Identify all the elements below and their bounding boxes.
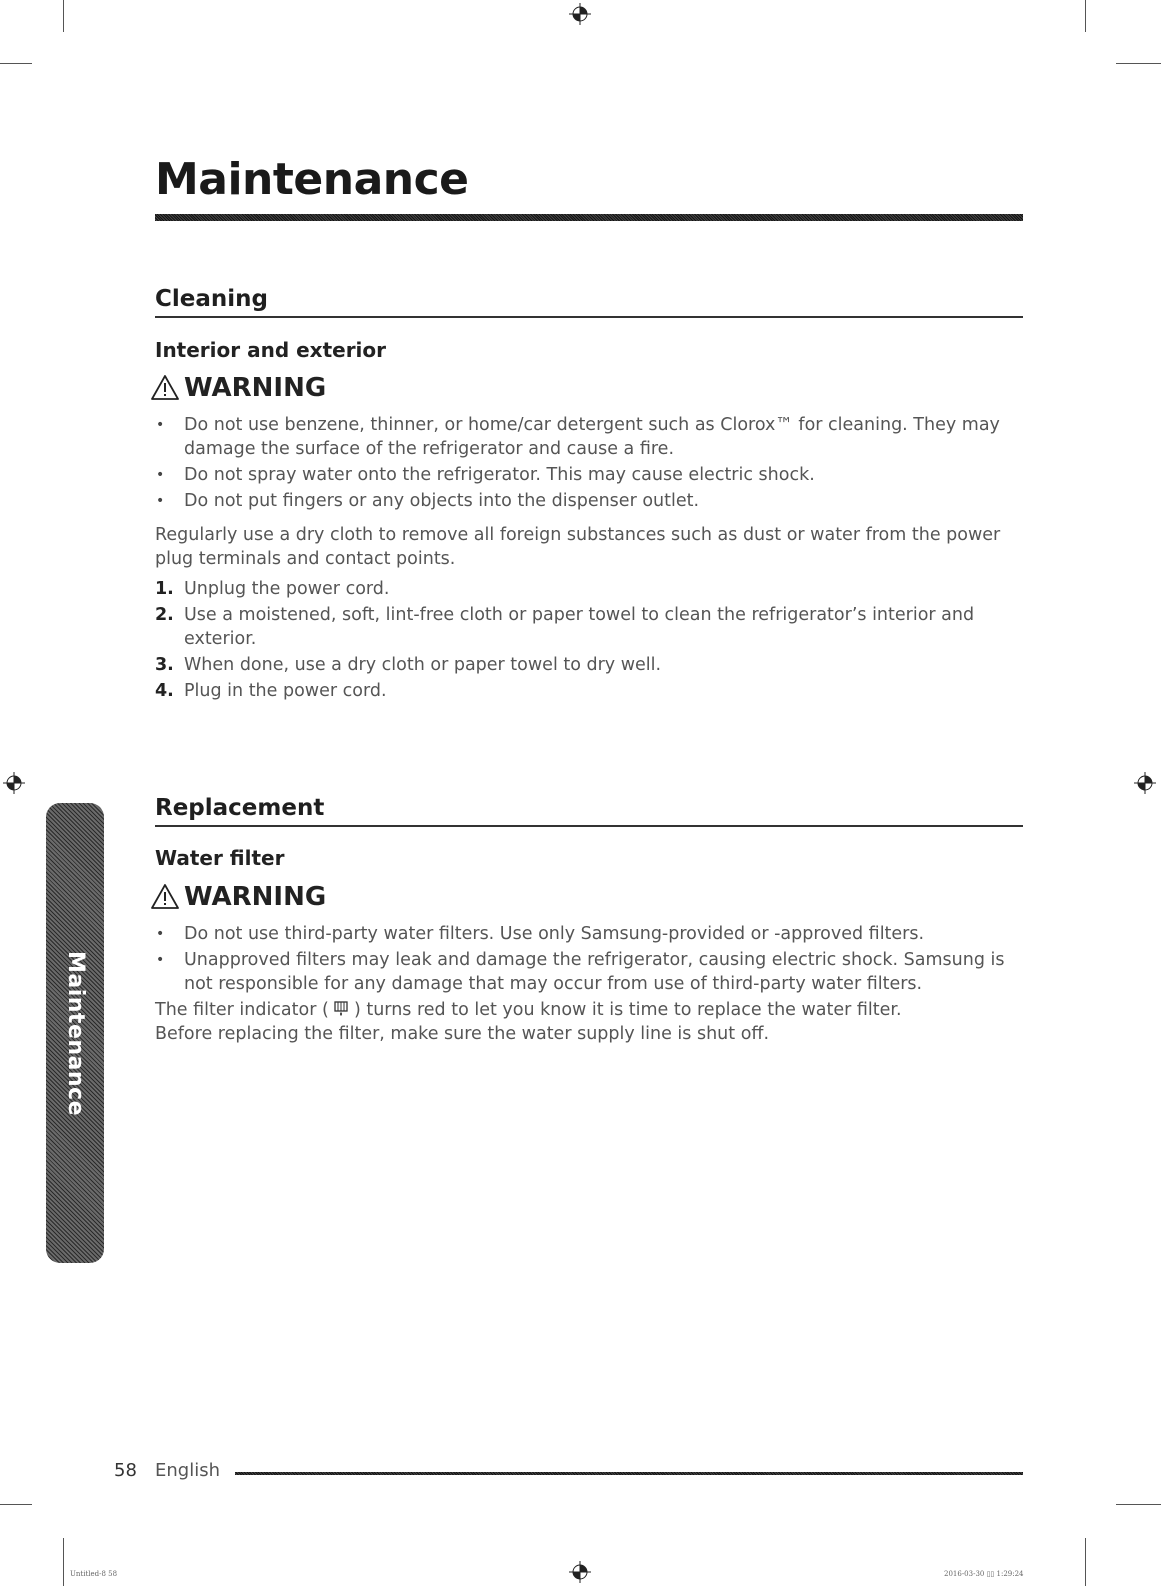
page-number: 58 — [114, 1460, 137, 1481]
crop-mark — [1116, 1504, 1161, 1505]
section-heading-replacement: Replacement — [155, 795, 325, 821]
step-text: Use a moistened, soft, lint-free cloth or paper towel to clean the refrigerator’s interior and exterior. — [184, 605, 975, 649]
registration-mark-icon — [1134, 772, 1156, 794]
replacement-warning-list — [155, 922, 1015, 996]
crop-mark — [63, 0, 64, 32]
step-number: 3. — [155, 655, 174, 675]
warning-heading — [150, 883, 326, 910]
cleaning-steps — [155, 577, 1015, 703]
list-item — [155, 603, 1015, 651]
step-text: Unplug the power cord. — [184, 579, 390, 599]
list-item: • Do not spray water onto the refrigerator. This may cause electric shock. — [155, 463, 1015, 487]
step-number: 2. — [155, 605, 174, 625]
registration-mark-icon — [3, 772, 25, 794]
registration-mark-icon — [569, 1561, 591, 1583]
crop-mark — [1085, 1538, 1086, 1586]
replacement-body — [155, 922, 1015, 1046]
list-item: • Unapproved filters may leak and damage the refrigerator, causing electric shock. Samsung is not responsible for any damage that may occur from use of third-party water filters. — [155, 948, 1015, 996]
warning-triangle-icon — [150, 883, 180, 910]
step-number: 1. — [155, 579, 174, 599]
filter-indicator-text: The filter indicator ( ) turns red to let you know it is time to replace the water filter. — [155, 1000, 902, 1020]
list-item — [155, 577, 1015, 601]
step-number: 4. — [155, 681, 174, 701]
warning-triangle-icon — [150, 374, 180, 401]
crop-mark — [1116, 63, 1161, 64]
page-title: Maintenance — [155, 154, 469, 205]
crop-mark — [0, 63, 32, 64]
subheading-interior-exterior: Interior and exterior — [155, 338, 387, 362]
footer-rule — [235, 1472, 1023, 1475]
shutoff-text: Before replacing the filter, make sure the water supply line is shut off. — [155, 1024, 770, 1044]
crop-mark — [1085, 0, 1086, 32]
section-heading-cleaning: Cleaning — [155, 286, 268, 312]
crop-mark — [63, 1538, 64, 1586]
warning-label: WARNING — [184, 372, 327, 403]
title-rule — [155, 214, 1023, 221]
warning-label: WARNING — [184, 881, 327, 912]
print-info-file: Untitled-8 58 — [70, 1570, 118, 1578]
list-item: • Do not use third-party water filters. Use only Samsung-provided or -approved filters. — [155, 922, 1015, 946]
water-filter-icon — [334, 1001, 348, 1017]
list-item: • Do not use benzene, thinner, or home/car detergent such as Clorox™ for cleaning. They may damage the surface of the refrigerator and cause a fire. — [155, 413, 1015, 461]
list-item — [155, 679, 1015, 703]
subheading-water-filter: Water filter — [155, 846, 285, 870]
registration-mark-icon — [569, 3, 591, 25]
list-item: • Do not put fingers or any objects into the dispenser outlet. — [155, 489, 1015, 513]
side-tab-label: Maintenance — [62, 950, 88, 1116]
warning-heading — [150, 374, 326, 401]
step-text: When done, use a dry cloth or paper towel to dry well. — [184, 655, 662, 675]
print-info-date: 2016-03-30 ▯▯ 1:29:24 — [944, 1570, 1024, 1578]
footer-language: English — [155, 1460, 220, 1481]
side-tab — [46, 803, 104, 1263]
section-rule — [155, 825, 1023, 827]
step-text: Plug in the power cord. — [184, 681, 387, 701]
cleaning-body — [155, 413, 1015, 705]
cleaning-warning-list — [155, 413, 1015, 513]
cleaning-intro: Regularly use a dry cloth to remove all foreign substances such as dust or water from the power plug terminals and contact points. — [155, 525, 1001, 569]
list-item — [155, 653, 1015, 677]
crop-mark — [0, 1504, 32, 1505]
section-rule — [155, 316, 1023, 318]
